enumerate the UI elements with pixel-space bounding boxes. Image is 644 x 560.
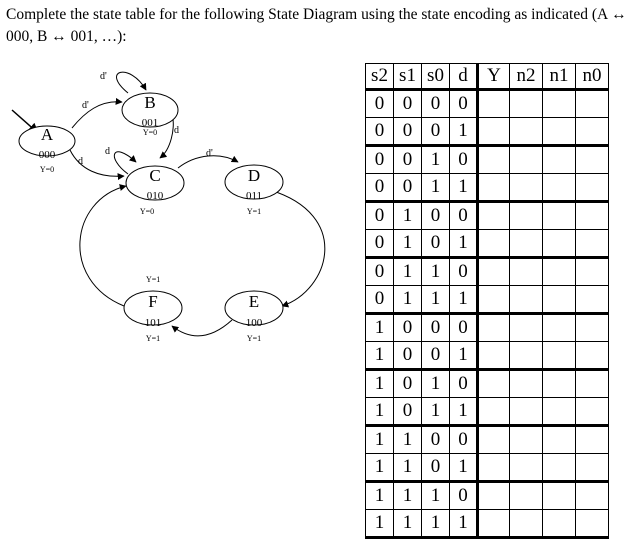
- cell-s2: 0: [366, 258, 394, 286]
- edge-b-self: [117, 72, 146, 93]
- table-row: [366, 370, 609, 398]
- cell-s2: 1: [366, 342, 394, 370]
- answer-cell-n1[interactable]: [543, 426, 576, 454]
- answer-cell-n0[interactable]: [576, 118, 609, 146]
- cell-d: 0: [450, 146, 478, 174]
- answer-cell-n0[interactable]: [576, 146, 609, 174]
- cell-s0: 1: [422, 258, 450, 286]
- label-b-self: d': [100, 71, 107, 82]
- cell-s1: 0: [394, 90, 422, 118]
- cell-s2: 1: [366, 314, 394, 342]
- header-d: d: [450, 64, 478, 90]
- cell-s2: 0: [366, 174, 394, 202]
- state-a: [19, 125, 75, 174]
- cell-s0: 1: [422, 398, 450, 426]
- svg-text:Y=1: Y=1: [145, 334, 161, 343]
- answer-cell-n0[interactable]: [576, 286, 609, 314]
- answer-cell-n2[interactable]: [510, 202, 543, 230]
- svg-text:F: F: [148, 292, 158, 311]
- label-b-to-c: d: [174, 125, 179, 136]
- table-row: [366, 146, 609, 174]
- svg-text:000: 000: [38, 149, 56, 161]
- cell-d: 1: [450, 118, 478, 146]
- answer-cell-n2[interactable]: [510, 398, 543, 426]
- table-row: [366, 426, 609, 454]
- svg-text:C: C: [149, 166, 161, 185]
- cell-s2: 1: [366, 454, 394, 482]
- cell-d: 0: [450, 90, 478, 118]
- answer-cell-y[interactable]: [478, 370, 510, 398]
- cell-d: 1: [450, 342, 478, 370]
- answer-cell-n0[interactable]: [576, 426, 609, 454]
- cell-s2: 0: [366, 230, 394, 258]
- answer-cell-y[interactable]: [478, 286, 510, 314]
- answer-cell-n1[interactable]: [543, 342, 576, 370]
- cell-s1: 0: [394, 118, 422, 146]
- answer-cell-y[interactable]: [478, 510, 510, 538]
- header-n1: n1: [543, 64, 576, 90]
- answer-cell-n1[interactable]: [543, 370, 576, 398]
- cell-s0: 0: [422, 230, 450, 258]
- svg-text:101: 101: [144, 317, 162, 329]
- cell-s2: 0: [366, 202, 394, 230]
- answer-cell-n2[interactable]: [510, 174, 543, 202]
- question-text: Complete the state table for the following State Diagram using the state encoding as indicated (A ↔ 000, B ↔ 001, …):: [6, 6, 627, 45]
- svg-text:001: 001: [141, 117, 159, 129]
- table-header-row: [366, 64, 609, 90]
- label-a-to-c: d: [78, 156, 83, 167]
- svg-text:Y=0: Y=0: [142, 128, 158, 137]
- state-e: [225, 291, 283, 343]
- svg-text:E: E: [248, 292, 260, 311]
- answer-cell-n0[interactable]: [576, 314, 609, 342]
- answer-cell-n2[interactable]: [510, 482, 543, 510]
- svg-text:100: 100: [245, 317, 263, 329]
- answer-cell-n2[interactable]: [510, 90, 543, 118]
- cell-s0: 0: [422, 90, 450, 118]
- answer-cell-n1[interactable]: [543, 454, 576, 482]
- cell-s2: 1: [366, 426, 394, 454]
- cell-s1: 1: [394, 202, 422, 230]
- cell-d: 1: [450, 454, 478, 482]
- table-row: [366, 398, 609, 426]
- answer-cell-n0[interactable]: [576, 482, 609, 510]
- edge-e-to-f: [172, 320, 232, 336]
- cell-s0: 0: [422, 454, 450, 482]
- answer-cell-n2[interactable]: [510, 118, 543, 146]
- answer-cell-n1[interactable]: [543, 286, 576, 314]
- svg-text:A: A: [40, 125, 54, 144]
- answer-cell-n2[interactable]: [510, 314, 543, 342]
- cell-s1: 0: [394, 146, 422, 174]
- answer-cell-y[interactable]: [478, 174, 510, 202]
- cell-d: 0: [450, 370, 478, 398]
- answer-cell-y[interactable]: [478, 202, 510, 230]
- cell-s1: 1: [394, 258, 422, 286]
- cell-s2: 0: [366, 90, 394, 118]
- label-c-self: d: [105, 146, 110, 157]
- header-y: Y: [478, 64, 510, 90]
- answer-cell-y[interactable]: [478, 90, 510, 118]
- cell-s1: 0: [394, 174, 422, 202]
- cell-s1: 1: [394, 510, 422, 538]
- cell-d: 1: [450, 230, 478, 258]
- edge-a-to-b: [72, 102, 122, 128]
- header-n0: n0: [576, 64, 609, 90]
- answer-cell-y[interactable]: [478, 482, 510, 510]
- table-row: [366, 90, 609, 118]
- cell-s0: 0: [422, 118, 450, 146]
- state-f: [124, 291, 182, 343]
- state-diagram: [0, 58, 360, 358]
- cell-s1: 1: [394, 286, 422, 314]
- label-c-to-d: d': [206, 148, 213, 159]
- cell-s0: 1: [422, 510, 450, 538]
- cell-d: 0: [450, 258, 478, 286]
- header-s0: s0: [422, 64, 450, 90]
- header-n2: n2: [510, 64, 543, 90]
- label-a-to-b: d': [82, 100, 89, 111]
- table-row: [366, 454, 609, 482]
- answer-cell-y[interactable]: [478, 146, 510, 174]
- svg-text:Y=1: Y=1: [246, 207, 262, 216]
- edge-f-to-c: [80, 186, 126, 306]
- cell-s0: 1: [422, 146, 450, 174]
- cell-s0: 1: [422, 174, 450, 202]
- answer-cell-n2[interactable]: [510, 258, 543, 286]
- cell-s0: 1: [422, 370, 450, 398]
- state-c: [126, 166, 184, 216]
- answer-cell-n0[interactable]: [576, 202, 609, 230]
- cell-s2: 1: [366, 510, 394, 538]
- svg-text:010: 010: [146, 190, 164, 202]
- svg-text:Y=0: Y=0: [139, 207, 155, 216]
- cell-s2: 0: [366, 118, 394, 146]
- cell-s2: 0: [366, 286, 394, 314]
- cell-s0: 0: [422, 314, 450, 342]
- answer-cell-n1[interactable]: [543, 258, 576, 286]
- table-body: [366, 90, 609, 538]
- answer-cell-y[interactable]: [478, 426, 510, 454]
- edge-d-to-e: [270, 190, 325, 306]
- answer-cell-n0[interactable]: [576, 90, 609, 118]
- cell-s1: 1: [394, 454, 422, 482]
- answer-cell-n1[interactable]: [543, 146, 576, 174]
- cell-d: 1: [450, 286, 478, 314]
- answer-cell-n0[interactable]: [576, 174, 609, 202]
- answer-cell-n2[interactable]: [510, 370, 543, 398]
- answer-cell-n1[interactable]: [543, 174, 576, 202]
- table-row: [366, 342, 609, 370]
- cell-s0: 1: [422, 286, 450, 314]
- answer-cell-n1[interactable]: [543, 118, 576, 146]
- cell-s1: 0: [394, 314, 422, 342]
- table-row: [366, 118, 609, 146]
- table-row: [366, 482, 609, 510]
- cell-s1: 1: [394, 482, 422, 510]
- answer-cell-n1[interactable]: [543, 482, 576, 510]
- cell-s1: 0: [394, 342, 422, 370]
- answer-cell-n0[interactable]: [576, 258, 609, 286]
- table-row: [366, 510, 609, 538]
- svg-text:B: B: [144, 93, 156, 112]
- answer-cell-n2[interactable]: [510, 230, 543, 258]
- state-table: [365, 63, 609, 539]
- answer-cell-y[interactable]: [478, 258, 510, 286]
- svg-text:011: 011: [245, 190, 263, 202]
- cell-s0: 0: [422, 426, 450, 454]
- answer-cell-n2[interactable]: [510, 342, 543, 370]
- table-row: [366, 258, 609, 286]
- answer-cell-n1[interactable]: [543, 90, 576, 118]
- answer-cell-n2[interactable]: [510, 146, 543, 174]
- answer-cell-n2[interactable]: [510, 286, 543, 314]
- cell-s0: 0: [422, 202, 450, 230]
- cell-s1: 1: [394, 230, 422, 258]
- answer-cell-y[interactable]: [478, 342, 510, 370]
- answer-cell-n2[interactable]: [510, 510, 543, 538]
- answer-cell-n0[interactable]: [576, 370, 609, 398]
- answer-cell-n2[interactable]: [510, 454, 543, 482]
- answer-cell-n0[interactable]: [576, 510, 609, 538]
- cell-d: 0: [450, 426, 478, 454]
- answer-cell-y[interactable]: [478, 118, 510, 146]
- answer-cell-n2[interactable]: [510, 426, 543, 454]
- answer-cell-y[interactable]: [478, 454, 510, 482]
- cell-s1: 1: [394, 426, 422, 454]
- svg-text:D: D: [247, 166, 261, 185]
- answer-cell-n1[interactable]: [543, 230, 576, 258]
- state-b: [122, 93, 178, 137]
- answer-cell-n1[interactable]: [543, 202, 576, 230]
- label-f-top-output: Y=1: [146, 275, 161, 284]
- answer-cell-n1[interactable]: [543, 398, 576, 426]
- answer-cell-y[interactable]: [478, 230, 510, 258]
- table-row: [366, 286, 609, 314]
- answer-cell-n1[interactable]: [543, 314, 576, 342]
- cell-s2: 1: [366, 398, 394, 426]
- table-row: [366, 230, 609, 258]
- table-row: [366, 314, 609, 342]
- svg-text:Y=1: Y=1: [246, 334, 262, 343]
- cell-d: 1: [450, 398, 478, 426]
- answer-cell-n0[interactable]: [576, 342, 609, 370]
- cell-s0: 1: [422, 482, 450, 510]
- answer-cell-n0[interactable]: [576, 230, 609, 258]
- header-s2: s2: [366, 64, 394, 90]
- state-d: [225, 165, 283, 216]
- answer-cell-n0[interactable]: [576, 398, 609, 426]
- cell-d: 1: [450, 174, 478, 202]
- cell-s1: 0: [394, 370, 422, 398]
- cell-s1: 0: [394, 398, 422, 426]
- cell-s2: 1: [366, 482, 394, 510]
- svg-text:Y=0: Y=0: [39, 165, 55, 174]
- table-row: [366, 174, 609, 202]
- cell-s0: 0: [422, 342, 450, 370]
- answer-cell-y[interactable]: [478, 398, 510, 426]
- cell-d: 0: [450, 314, 478, 342]
- header-s1: s1: [394, 64, 422, 90]
- cell-s2: 0: [366, 146, 394, 174]
- cell-d: 0: [450, 482, 478, 510]
- edge-c-self: [114, 152, 136, 174]
- answer-cell-n1[interactable]: [543, 510, 576, 538]
- cell-d: 0: [450, 202, 478, 230]
- cell-s2: 1: [366, 370, 394, 398]
- answer-cell-n0[interactable]: [576, 454, 609, 482]
- cell-d: 1: [450, 510, 478, 538]
- answer-cell-y[interactable]: [478, 314, 510, 342]
- table-row: [366, 202, 609, 230]
